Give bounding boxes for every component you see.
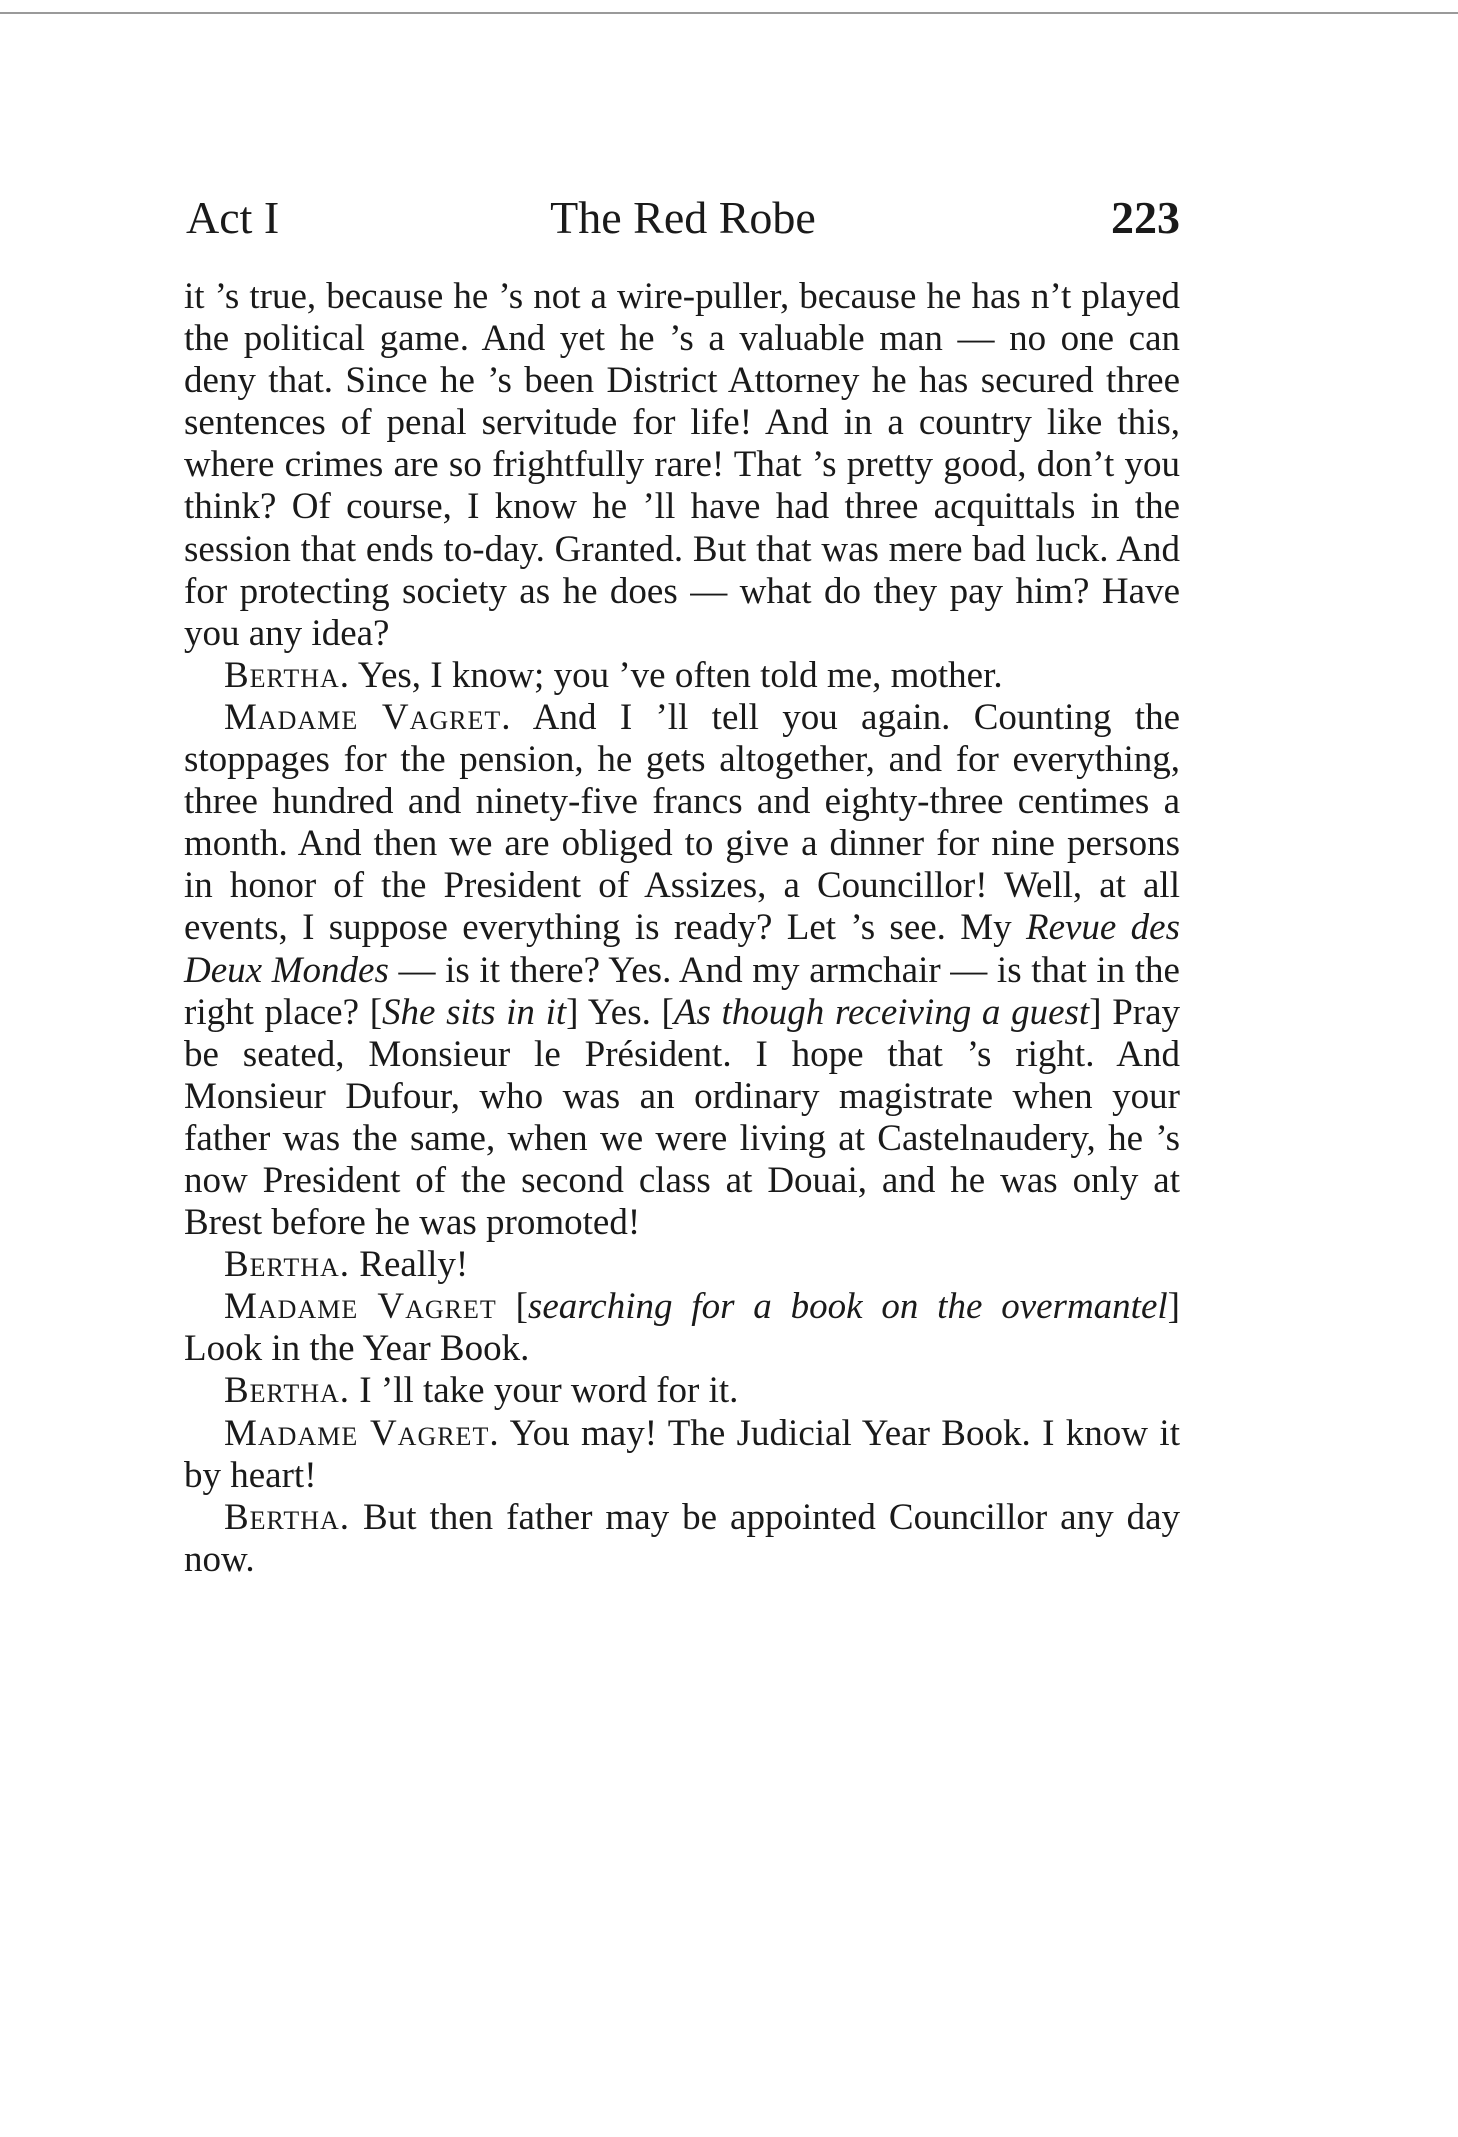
- speech-text: Yes, I know; you ’ve often told me, mother.: [357, 654, 1003, 696]
- dialogue-line: [184, 655, 1180, 697]
- dialogue-line: [184, 697, 1180, 1244]
- speech-text: And I ’ll tell you again. Counting the stoppages for the pension, he gets altogether, and for everything, three hundred and ninety-five francs and eighty-three centimes a month. And then we are obliged to give a dinner for nine persons in honor of the President of Assizes, a Councillor! Well, at all events, I suppose everything is ready? Let ’s see. My: [184, 696, 1180, 949]
- speaker-name: Bertha.: [224, 1496, 351, 1538]
- speech-text: ] Look in the Year Book.: [184, 1286, 1180, 1370]
- text-block: [184, 276, 1180, 1581]
- speaker-name: Madame Vagret.: [224, 696, 512, 738]
- dialogue-line: [184, 1370, 1180, 1412]
- speech-text: But then father may be appointed Councillor any day now.: [184, 1496, 1180, 1580]
- dialogue-line: [184, 1413, 1180, 1497]
- running-title: The Red Robe: [550, 192, 816, 243]
- top-rule: [0, 12, 1458, 14]
- page-number: 223: [1111, 192, 1180, 243]
- speech-text: [: [515, 1286, 528, 1328]
- stage-direction: As though receiving a guest: [673, 991, 1090, 1033]
- speech-text: You may! The Judicial Year Book. I know it by heart!: [184, 1412, 1180, 1496]
- act-label: Act I: [186, 192, 280, 243]
- speech-text: Really!: [359, 1244, 469, 1286]
- running-head: [186, 188, 1180, 248]
- dialogue-line: [184, 1286, 1180, 1370]
- speech-text: ] Pray be seated, Monsieur le Président. I hope that ’s right. And Monsieur Dufour, who was an ordinary magistrate when your father was the same, when we were living at Castelnaudery, he ’s now President of the second class at Douai, and he was only at Brest before he was promoted!: [184, 991, 1181, 1244]
- speaker-name: Bertha.: [224, 1370, 351, 1412]
- speech-text: ] Yes. [: [566, 991, 674, 1033]
- speaker-name: Madame Vagret: [224, 1286, 497, 1328]
- dialogue-line: [184, 1497, 1180, 1581]
- stage-direction: searching for a book on the overmantel: [527, 1286, 1168, 1328]
- speaker-name: Bertha.: [224, 1244, 351, 1286]
- stage-direction: She sits in it: [382, 991, 567, 1033]
- speech-text: I ’ll take your word for it.: [359, 1370, 739, 1412]
- paragraph-continuation: [184, 276, 1180, 655]
- italic-title: Revue des Deux Mondes: [184, 907, 1180, 991]
- speaker-name: Bertha.: [224, 654, 351, 696]
- dialogue-line: [184, 1244, 1180, 1286]
- speech-text: — is it there? Yes. And my armchair — is that in the right place? [: [184, 949, 1180, 1033]
- paragraph-text: it ’s true, because he ’s not a wire-puller, because he has n’t played the political game. And yet he ’s a valuable man — no one can deny that. Since he ’s been District Attorney he has secured three sentences of penal servitude for life! And in a country like this, where crimes are so frightfully rare! That ’s pretty good, don’t you think? Of course, I know he ’ll have had three acquittals in the session that ends to-day. Granted. But that was mere bad luck. And for protecting society as he does — what do they pay him? Have you any idea?: [184, 276, 1180, 654]
- speaker-name: Madame Vagret.: [224, 1412, 500, 1454]
